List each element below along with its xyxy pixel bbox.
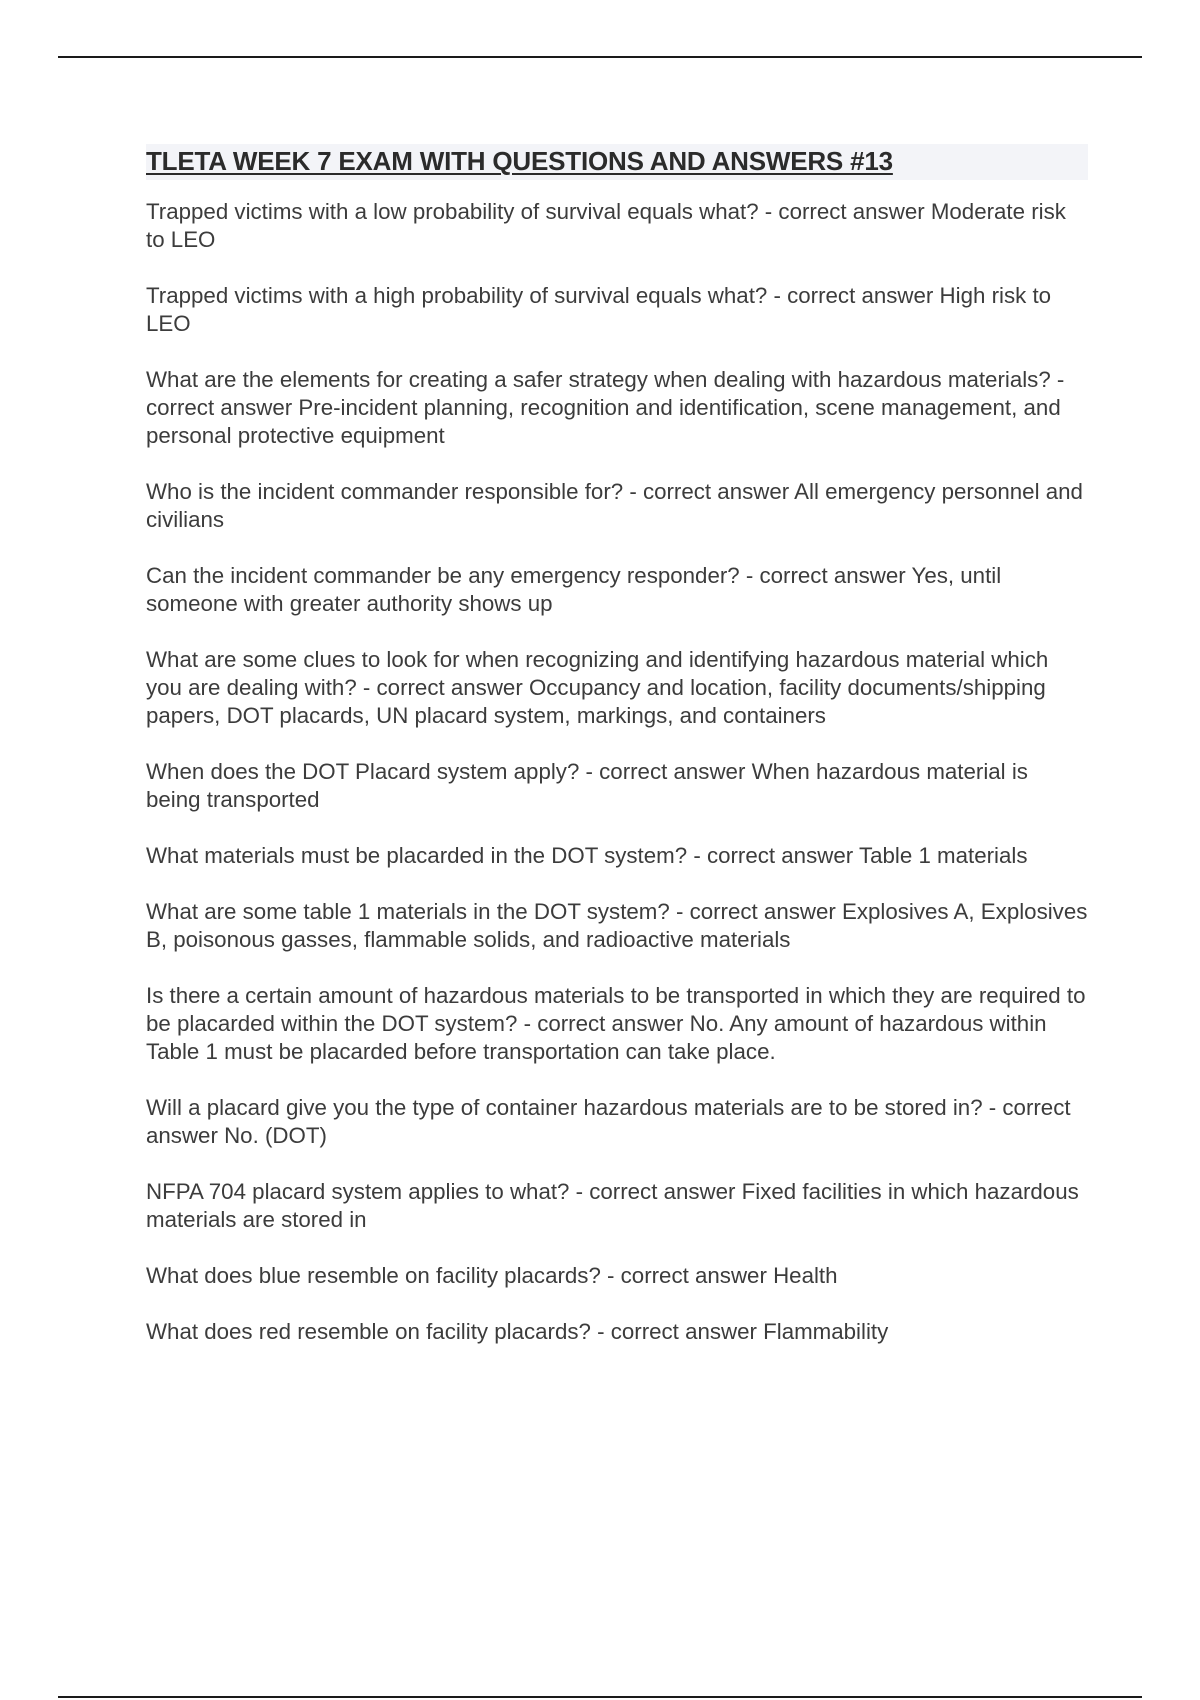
- qa-item: What are some clues to look for when recognizing and identifying hazardous material which you are dealing with? - correct answer Occupancy and location, facility documents/shipping papers, DOT placards, UN placard system, markings, and containers: [146, 647, 1049, 728]
- qa-item: What are the elements for creating a safer strategy when dealing with hazardous materials? - correct answer Pre-incident planning, recognition and identification, scene management, and personal protective equipment: [146, 367, 1065, 448]
- qa-item: Trapped victims with a high probability of survival equals what? - correct answer High risk to LEO: [146, 283, 1052, 336]
- bottom-divider: [58, 1696, 1142, 1698]
- qa-item: Will a placard give you the type of container hazardous materials are to be stored in? - correct answer No. (DOT): [146, 1095, 1071, 1148]
- document-title: TLETA WEEK 7 EXAM WITH QUESTIONS AND ANSWERS #13: [146, 146, 893, 176]
- top-divider: [58, 56, 1142, 58]
- document-body: [146, 144, 1088, 1374]
- qa-item: Who is the incident commander responsible for? - correct answer All emergency personnel and civilians: [146, 479, 1083, 532]
- title-bar: [146, 144, 1088, 180]
- qa-item: NFPA 704 placard system applies to what? - correct answer Fixed facilities in which hazardous materials are stored in: [146, 1179, 1079, 1232]
- qa-item: Trapped victims with a low probability of survival equals what? - correct answer Moderate risk to LEO: [146, 199, 1066, 252]
- qa-item: What does red resemble on facility placards? - correct answer Flammability: [146, 1319, 889, 1344]
- qa-item: When does the DOT Placard system apply? - correct answer When hazardous material is being transported: [146, 759, 1028, 812]
- qa-item: What are some table 1 materials in the DOT system? - correct answer Explosives A, Explosives B, poisonous gasses, flammable solids, and radioactive materials: [146, 899, 1088, 952]
- qa-item: Is there a certain amount of hazardous materials to be transported in which they are required to be placarded within the DOT system? - correct answer No. Any amount of hazardous within Table 1 must be placarded before transportation can take place.: [146, 983, 1086, 1064]
- qa-item: What does blue resemble on facility placards? - correct answer Health: [146, 1263, 838, 1288]
- qa-item: What materials must be placarded in the DOT system? - correct answer Table 1 materials: [146, 843, 1028, 868]
- qa-item: Can the incident commander be any emergency responder? - correct answer Yes, until someone with greater authority shows up: [146, 563, 1002, 616]
